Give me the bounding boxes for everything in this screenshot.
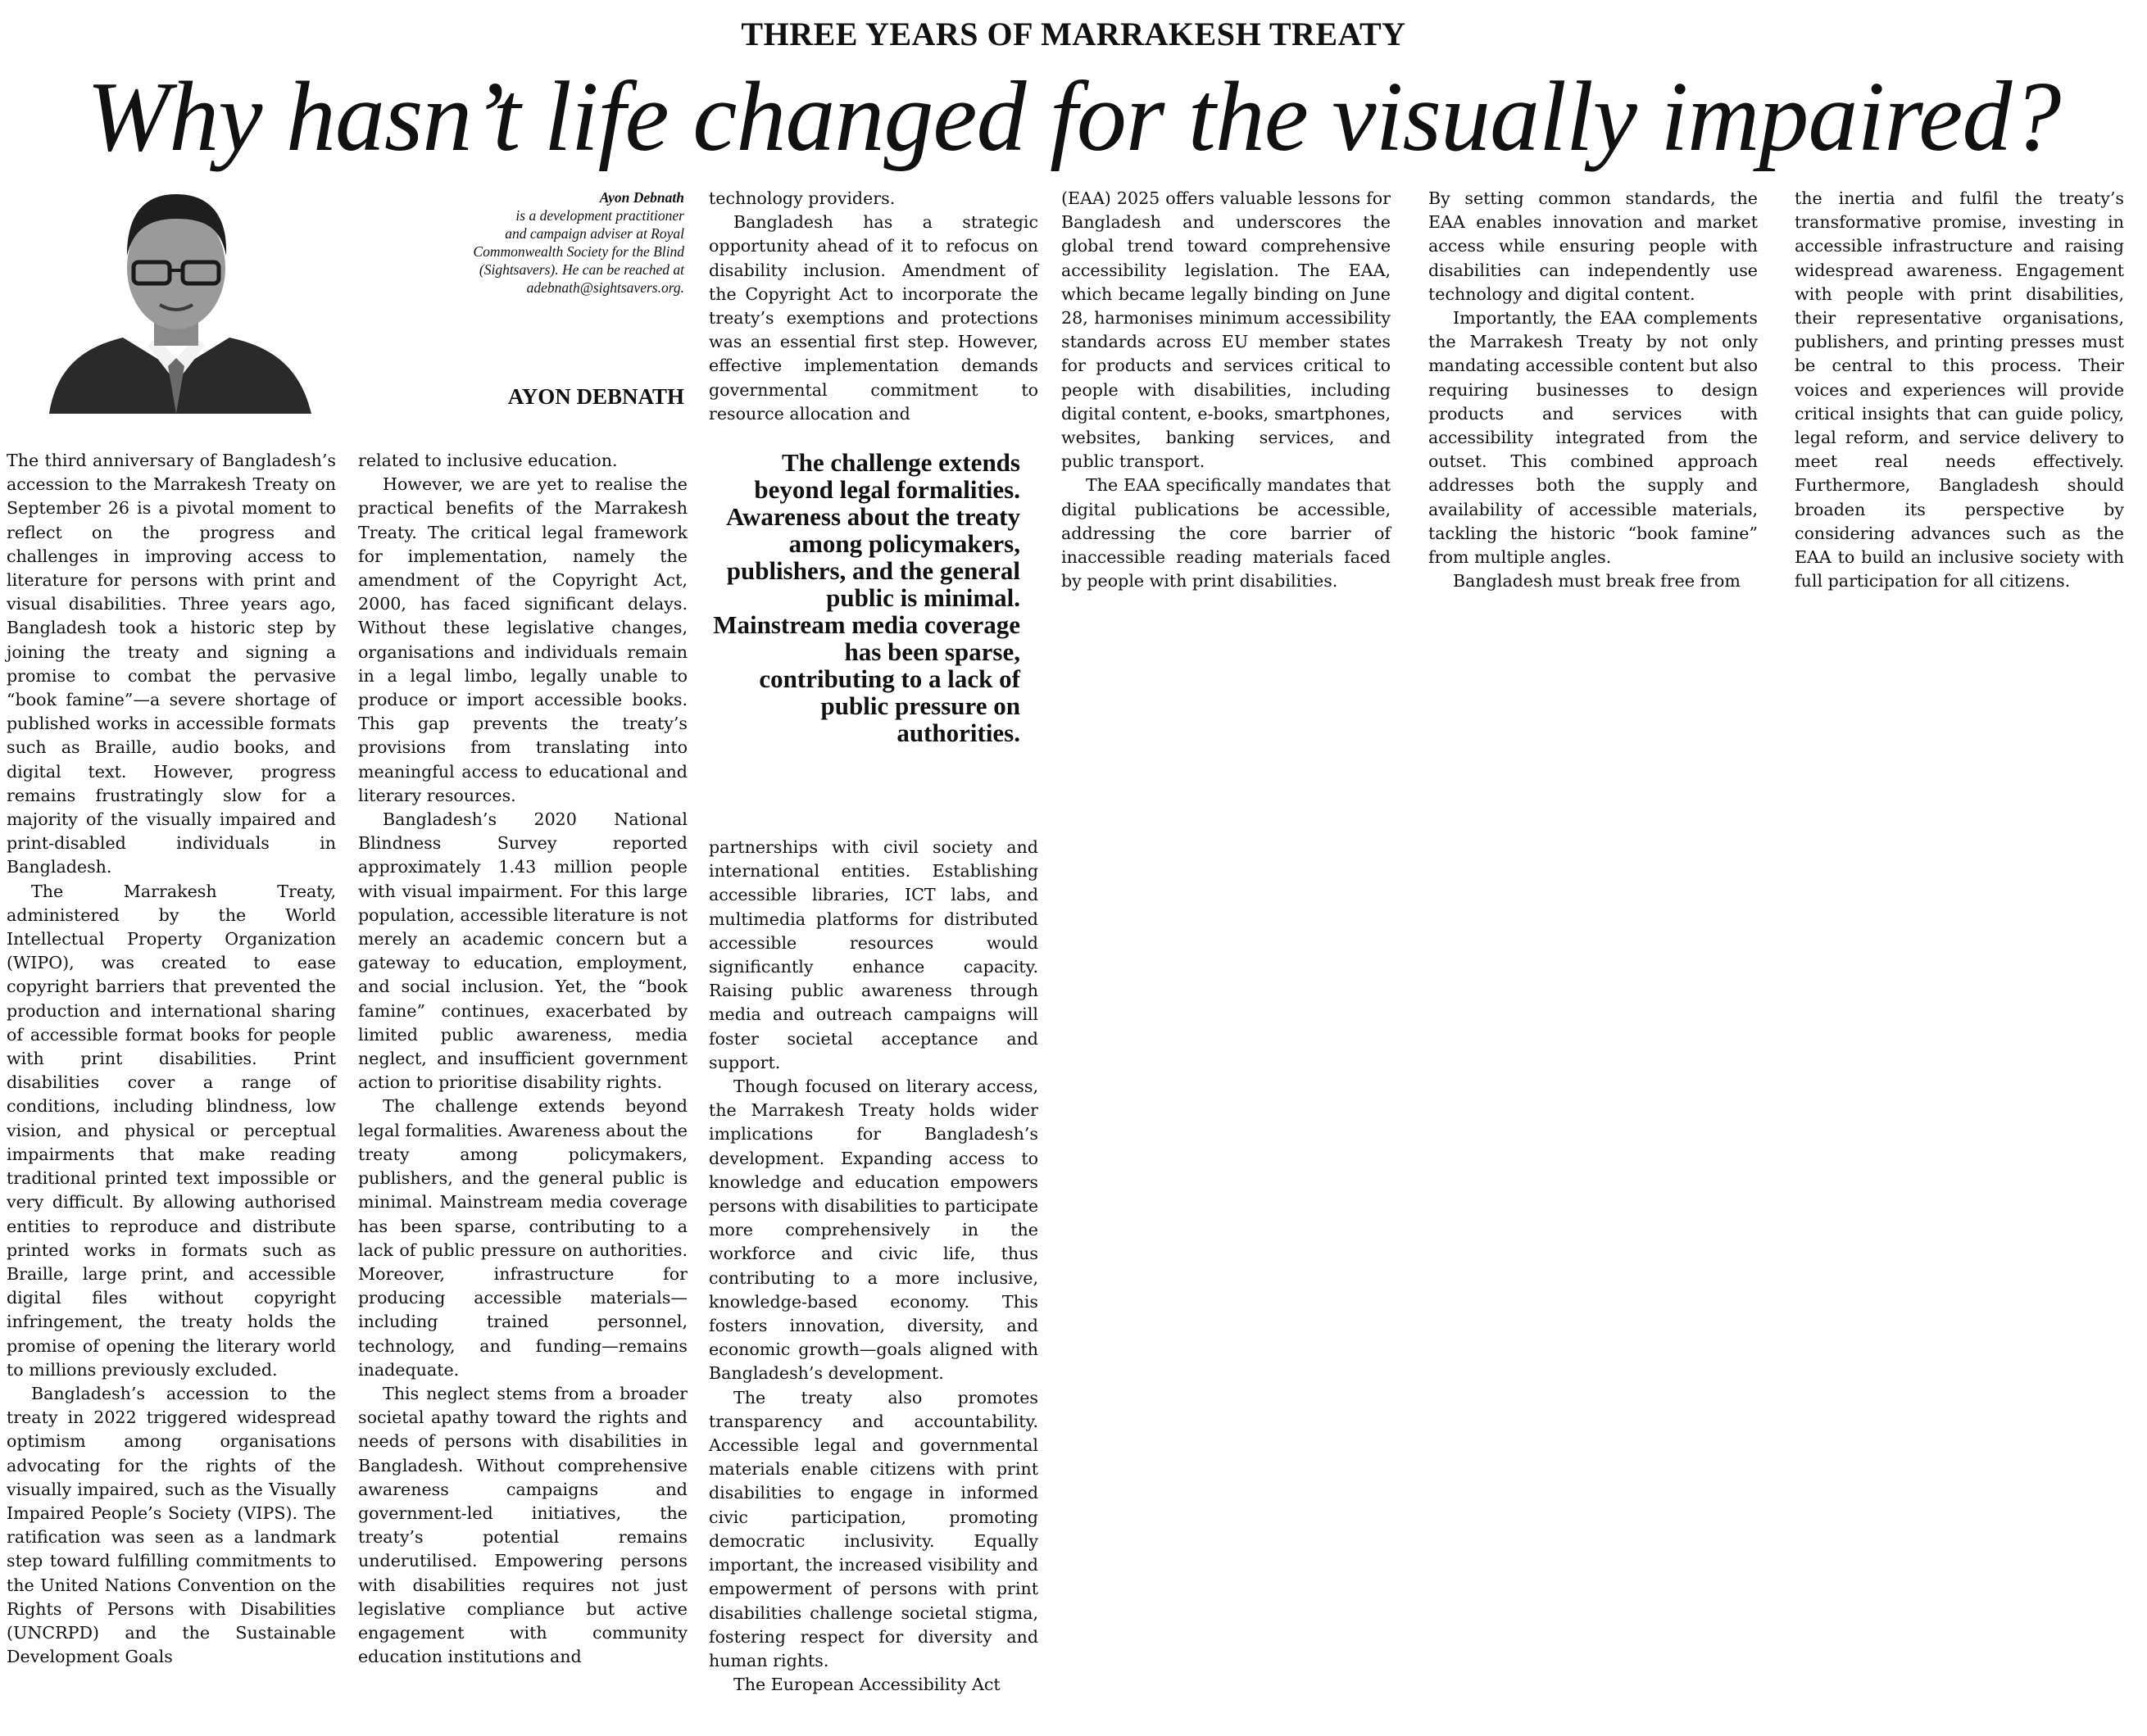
article-column-3-top [709,187,1038,426]
article-paragraph: This neglect stems from a broader societal apathy toward the rights and needs of persons with disabilities in Bangladesh. Without comprehensive awareness campaigns and government-led initiatives, the treaty’s potential remains underutilised. Empowering persons with disabilities requires not just legislative compliance but active engagement with community education institutions and [358,1383,688,1667]
author-bio [352,188,684,297]
article-paragraph: Bangladesh’s 2020 National Blindness Survey reported approximately 1.43 million people with visual impairment. For this large population, accessible literature is not merely an academic concern but a gateway to education, employment, and social inclusion. Yet, the “book famine” continues, exacerbated by limited public awareness, media neglect, and insufficient government action to prioritise disability rights. [358,809,688,1093]
article-paragraph: Importantly, the EAA complements the Marrakesh Treaty by not only mandating accessible content but also requiring businesses to design products and services with accessibility integrated from the outset. This combined approach addresses both the supply and availability of accessible materials, tackling the historic “book famine” from multiple angles. [1428,308,1758,568]
article-paragraph: Though focused on literary access, the Marrakesh Treaty holds wider implications for Bangladesh’s development. Expanding access to knowledge and education empowers persons with disabilities to participate more comprehensively in the workforce and civic life, thus contributing to a more inclusive, knowledge-based economy. This fosters innovation, diversity, and economic growth—goals aligned with Bangladesh’s development. [709,1077,1039,1384]
article-paragraph: (EAA) 2025 offers valuable lessons for Bangladesh and underscores the global trend toward comprehensive accessibility legislation. The EAA, which became legally binding on June 28, harmonises minimum accessibility standards across EU member states for products and services critical to people with disabilities, including digital content, e-books, smartphones, websites, banking services, and public transport. [1061,188,1391,472]
author-email: adebnath@sightsavers.org. [526,279,684,296]
pull-quote: The challenge extends beyond legal formalities. Awareness about the treaty among policymakers, publishers, and the general public is minimal. Mainstream media coverage has been sparse, contributing to a lack of public pressure on authorities. [713,448,1020,747]
author-name: Ayon Debnath [599,189,684,206]
kicker: THREE YEARS OF MARRAKESH TREATY [741,16,1406,52]
headline: Why hasn’t life changed for the visually impaired? [86,61,2061,172]
author-bio-line: Commonwealth Society for the Blind [473,243,684,260]
article-paragraph: The EAA specifically mandates that digital publications be accessible, addressing the core barrier of inaccessible reading materials faced by people with print disabilities. [1061,475,1391,592]
article-paragraph: However, we are yet to realise the practical benefits of the Marrakesh Treaty. The critical legal framework for implementation, namely the amendment of the Copyright Act, 2000, has faced significant delays. Without these legislative changes, organisations and individuals remain in a legal limbo, legally unable to produce or import accessible books. This gap prevents the treaty’s provisions from translating into meaningful access to educational and literary resources. [358,474,688,805]
article-column-6 [1795,187,2124,593]
article-column-5 [1428,187,1758,593]
article-paragraph: partnerships with civil society and international entities. Establishing accessible libraries, ICT labs, and multimedia platforms for distributed accessible resources would significantly enhance capacity. Raising public awareness through media and outreach campaigns will foster societal acceptance and support. [709,837,1038,1072]
article-paragraph: The third anniversary of Bangladesh’s accession to the Marrakesh Treaty on September 26 is a pivotal moment to reflect on the progress and challenges in improving access to literature for persons with print and visual disabilities. Three years ago, Bangladesh took a historic step by joining the treaty and signing a promise to combat the pervasive “book famine”—a severe shortage of published works in accessible formats such as Braille, audio books, and digital text. However, progress remains frustratingly slow for a majority of the visually impaired and print-disabled individuals in Bangladesh. [7,451,336,877]
article-paragraph: By setting common standards, the EAA enables innovation and market access while ensuring people with disabilities can independently use technology and digital content. [1428,188,1758,304]
article-paragraph: technology providers. [709,188,896,208]
article-paragraph: The challenge extends beyond legal formalities. Awareness about the treaty among policymakers, publishers, and the general public is minimal. Mainstream media coverage has been sparse, contributing to a lack of public pressure on authorities. Moreover, infrastructure for producing accessible materials—including trained personnel, technology, and funding—remains inadequate. [358,1096,688,1380]
author-portrait-photo [33,182,324,414]
article-column-4 [1061,187,1391,593]
article-paragraph: The Marrakesh Treaty, administered by the World Intellectual Property Organization (WIPO), was created to ease copyright barriers that prevented the production and international sharing of accessible format books for people with print disabilities. Print disabilities cover a range of conditions, including blindness, low vision, and physical or perceptual impairments that make reading traditional printed text impossible or very difficult. By allowing authorised entities to reproduce and distribute printed works in formats such as Braille, large print, and accessible digital files without copyright infringement, the treaty holds the promise of opening the literary world to millions previously excluded. [7,881,336,1380]
article-paragraph: The European Accessibility Act [733,1675,1001,1695]
author-bio-line: is a development practitioner [515,207,684,224]
article-column-3 [709,836,1038,1697]
article-paragraph: The treaty also promotes transparency and accountability. Accessible legal and governmental materials enable citizens with print disabilities to engage in informed civic participation, promoting democratic inclusivity. Equally important, the increased visibility and empowerment of persons with print disabilities challenge societal stigma, fostering respect for diversity and human rights. [709,1387,1038,1670]
article-paragraph: Bangladesh’s accession to the treaty in 2022 triggered widespread optimism among organisations advocating for the rights of the visually impaired, such as the Visually Impaired People’s Society (VIPS). The ratification was seen as a landmark step toward fulfilling commitments to the United Nations Convention on the Rights of Persons with Disabilities (UNCRPD) and the Sustainable Development Goals [7,1383,336,1667]
article-paragraph: the inertia and fulfil the treaty’s transformative promise, investing in accessible infrastructure and raising widespread awareness. Engagement with people with print disabilities, their representative organisations, publishers, and printing presses must be central to this process. Their voices and experiences will provide critical insights that can guide policy, legal reform, and service delivery to meet real needs effectively. Furthermore, Bangladesh should broaden its perspective by considering advances such as the EAA to build an inclusive society with full participation for all citizens. [1795,188,2124,592]
article-paragraph: related to inclusive education. [358,451,618,470]
author-bio-line: (Sightsavers). He can be reached at [479,261,684,278]
article-column-1 [7,449,336,1669]
author-bio-line: and campaign adviser at Royal [505,225,684,242]
article-column-2 [358,449,688,1669]
author-byline: AYON DEBNATH [507,384,684,409]
article-paragraph: Bangladesh has a strategic opportunity ahead of it to refocus on disability inclusion. Amendment of the Copyright Act to incorporate the treaty’s exemptions and protections was an essential first step. However, effective implementation demands governmental commitment to resource allocation and [709,212,1038,424]
article-paragraph: Bangladesh must break free from [1453,571,1741,592]
